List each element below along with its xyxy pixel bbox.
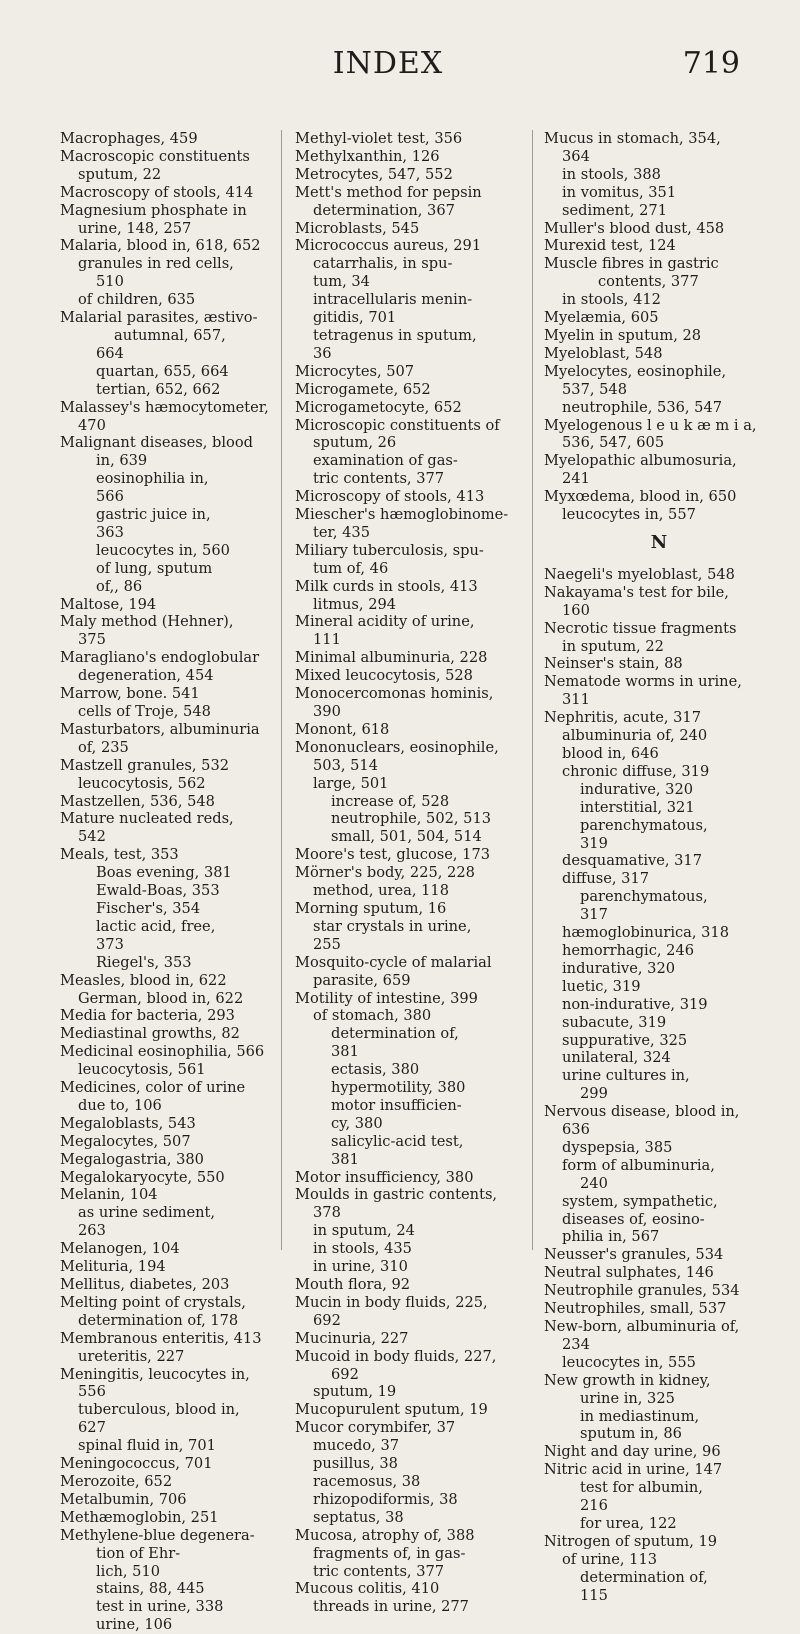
index-subentry: due to, 106 — [78, 1096, 162, 1114]
index-entry: Medicinal eosinophilia, 566 — [60, 1043, 265, 1061]
index-subentry: tertian, 652, 662 — [96, 380, 221, 398]
index-subentry: cells of Troje, 548 — [78, 703, 211, 720]
index-subentry: 216 — [580, 1497, 608, 1515]
index-entry: Meals, test, 353 — [60, 846, 179, 864]
index-entry: Mucoid in body fluids, 227, — [295, 1347, 497, 1365]
index-subentry: 363 — [96, 523, 124, 541]
index-entry: Micrococcus aureus, 291 — [295, 237, 482, 255]
index-subentry: quartan, 655, 664 — [96, 362, 229, 380]
index-entry: Mineral acidity of urine, — [295, 613, 475, 631]
index-subentry: 311 — [562, 691, 590, 709]
index-entry: Monocercomonas hominis, — [295, 685, 494, 703]
index-subentry: in vomitus, 351 — [562, 183, 677, 201]
index-entry: Microgametocyte, 652 — [295, 398, 462, 416]
index-subentry: in stools, 435 — [313, 1240, 412, 1258]
index-entry: Maragliano's endoglobular — [60, 649, 260, 667]
index-subentry: 536, 547, 605 — [562, 434, 665, 452]
index-entry: Malarial parasites, æstivo- — [60, 309, 258, 327]
index-subentry: Boas evening, 381 — [96, 864, 232, 882]
index-subentry: salicylic-acid test, — [331, 1132, 464, 1150]
index-subentry: tric contents, 377 — [313, 1562, 445, 1580]
index-entry: Mastzell granules, 532 — [60, 756, 230, 774]
index-subentry: blood in, 646 — [562, 745, 659, 762]
index-entry: Morning sputum, 16 — [295, 899, 447, 917]
index-subentry: cy, 380 — [331, 1114, 383, 1132]
index-subentry: desquamative, 317 — [562, 852, 702, 870]
index-entry: Mucous colitis, 410 — [295, 1580, 440, 1598]
index-entry: Mucosa, atrophy of, 388 — [295, 1526, 475, 1544]
index-subentry: 234 — [562, 1335, 590, 1353]
index-entry: Mucor corymbifer, 37 — [295, 1419, 456, 1437]
index-subentry: in, 639 — [96, 452, 148, 470]
index-entry: Moulds in gastric contents, — [295, 1186, 498, 1204]
index-entry: Malaria, blood in, 618, 652 — [60, 237, 261, 255]
index-entry: Mucus in stomach, 354, — [544, 130, 721, 147]
index-entry: Mature nucleated reds, — [60, 810, 234, 828]
index-subentry: autumnal, 657, — [114, 326, 226, 344]
index-subentry: 373 — [96, 935, 124, 953]
index-subentry: 692 — [313, 1311, 341, 1329]
index-entry: Mononuclears, eosinophile, — [295, 738, 499, 756]
index-entry: Naegeli's myeloblast, 548 — [544, 565, 735, 583]
index-subentry: hypermotility, 380 — [331, 1079, 466, 1097]
index-entry: Melting point of crystals, — [60, 1293, 246, 1311]
index-entry: Microgamete, 652 — [295, 380, 431, 398]
index-entry: Metalbumin, 706 — [60, 1490, 187, 1508]
index-subentry: as urine sediment, — [78, 1204, 216, 1222]
index-entry: Medicines, color of urine — [60, 1079, 246, 1097]
index-subentry: 537, 548 — [562, 380, 627, 398]
index-entry: Myelin in sputum, 28 — [544, 326, 702, 344]
index-column-1 — [60, 130, 278, 1634]
index-subentry: 390 — [313, 703, 341, 720]
index-entry: Magnesium phosphate in — [60, 201, 247, 219]
index-subentry: neutrophile, 536, 547 — [562, 398, 723, 416]
index-subentry: examination of gas- — [313, 452, 458, 470]
index-entry: Motor insufficiency, 380 — [295, 1168, 474, 1186]
index-subentry: parenchymatous, — [580, 888, 708, 906]
index-subentry: leucocytes in, 557 — [562, 506, 696, 524]
index-entry: Megalogastria, 380 — [60, 1150, 204, 1168]
index-subentry: in sputum, 22 — [562, 637, 664, 655]
index-subentry: diffuse, 317 — [562, 870, 650, 888]
index-entry: Neutrophiles, small, 537 — [544, 1300, 727, 1318]
index-subentry: 299 — [580, 1085, 608, 1103]
index-subentry: lactic acid, free, — [96, 917, 216, 935]
index-entry: Mörner's body, 225, 228 — [295, 864, 475, 882]
index-subentry: 503, 514 — [313, 756, 378, 774]
index-entry: Mett's method for pepsin — [295, 183, 482, 201]
index-entry: Mastzellen, 536, 548 — [60, 792, 215, 810]
index-subentry: catarrhalis, in spu- — [313, 255, 453, 273]
index-subentry: granules in red cells, — [78, 255, 234, 273]
index-subentry: 510 — [96, 273, 124, 291]
index-entry: Myxœdema, blood in, 650 — [544, 488, 737, 506]
index-subentry: 241 — [562, 470, 590, 488]
index-entry: Nitrogen of sputum, 19 — [544, 1532, 718, 1550]
index-subentry: of children, 635 — [78, 291, 196, 309]
index-subentry: stains, 88, 445 — [96, 1580, 205, 1598]
index-subentry: tum of, 46 — [313, 559, 389, 577]
index-subentry: chronic diffuse, 319 — [562, 762, 710, 780]
index-subentry: Fischer's, 354 — [96, 899, 201, 917]
index-entry: Megalokaryocyte, 550 — [60, 1168, 225, 1186]
index-entry: Myelopathic albumosuria, — [544, 452, 737, 470]
index-subentry: parasite, 659 — [313, 971, 411, 989]
index-subentry: degeneration, 454 — [78, 667, 214, 685]
index-entry: Methyl-violet test, 356 — [295, 130, 463, 147]
index-entry: Minimal albuminuria, 228 — [295, 649, 488, 667]
index-subentry: Ewald-Boas, 353 — [96, 882, 220, 900]
index-subentry: subacute, 319 — [562, 1013, 667, 1031]
index-entry: Necrotic tissue fragments — [544, 619, 737, 637]
index-subentry: 542 — [78, 828, 106, 846]
index-entry: Megaloblasts, 543 — [60, 1114, 196, 1132]
index-subentry: suppurative, 325 — [562, 1031, 688, 1049]
index-entry: Nematode worms in urine, — [544, 673, 742, 691]
index-subentry: determination of, — [580, 1568, 708, 1586]
index-subentry: leucocytes in, 560 — [96, 541, 230, 559]
index-subentry: sputum, 22 — [78, 165, 162, 183]
index-entry: Motility of intestine, 399 — [295, 989, 478, 1007]
index-subentry: gitidis, 701 — [313, 309, 397, 327]
index-entry: Myelæmia, 605 — [544, 309, 659, 327]
index-subentry: determination of, 178 — [78, 1311, 239, 1329]
index-subentry: litmus, 294 — [313, 595, 397, 613]
index-column-3 — [544, 130, 774, 1605]
index-subentry: 381 — [331, 1150, 359, 1168]
index-subentry: parenchymatous, — [580, 816, 708, 834]
index-subentry: rhizopodiformis, 38 — [313, 1490, 458, 1508]
index-subentry: test in urine, 338 — [96, 1598, 224, 1616]
index-entry: Microcytes, 507 — [295, 362, 415, 380]
index-subentry: spinal fluid in, 701 — [78, 1437, 216, 1455]
index-subentry: tum, 34 — [313, 273, 370, 291]
index-entry: Neusser's granules, 534 — [544, 1246, 724, 1264]
index-entry: Malignant diseases, blood — [60, 434, 253, 452]
index-entry: Megalocytes, 507 — [60, 1132, 191, 1150]
index-subentry: 381 — [331, 1043, 359, 1061]
index-subentry: sputum in, 86 — [580, 1425, 682, 1443]
index-subentry: urine in, 325 — [580, 1389, 675, 1407]
index-entry: New growth in kidney, — [544, 1371, 711, 1389]
index-subentry: unilateral, 324 — [562, 1049, 671, 1067]
index-subentry: of,, 86 — [96, 577, 143, 595]
index-subentry: non-indurative, 319 — [562, 995, 708, 1013]
index-subentry: star crystals in urine, — [313, 917, 472, 935]
index-entry: Mosquito-cycle of malarial — [295, 953, 492, 971]
index-subentry: ter, 435 — [313, 523, 371, 541]
index-subentry: intracellularis menin- — [313, 291, 473, 309]
column-divider — [281, 130, 282, 1250]
index-entry: Nitric acid in urine, 147 — [544, 1461, 723, 1479]
index-subentry: 319 — [580, 834, 608, 852]
index-subentry: 115 — [580, 1586, 608, 1604]
index-entry: Measles, blood in, 622 — [60, 971, 227, 989]
index-entry: Nervous disease, blood in, — [544, 1103, 740, 1121]
index-entry: Miescher's hæmoglobinome- — [295, 506, 509, 524]
page-number: 719 — [682, 46, 740, 81]
index-entry: Macrophages, 459 — [60, 130, 198, 147]
index-subentry: 160 — [562, 601, 590, 619]
index-subentry: test for albumin, — [580, 1479, 703, 1497]
index-subentry: large, 501 — [313, 774, 389, 792]
index-subentry: urine, 148, 257 — [78, 219, 192, 237]
column-divider — [532, 130, 533, 1250]
index-entry: Methæmoglobin, 251 — [60, 1508, 219, 1526]
index-subentry: 364 — [562, 147, 590, 165]
index-subentry: 378 — [313, 1204, 341, 1222]
index-subentry: eosinophilia in, — [96, 470, 209, 488]
index-subentry: mucedo, 37 — [313, 1437, 400, 1455]
index-subentry: in stools, 412 — [562, 291, 661, 309]
index-subentry: urine cultures in, — [562, 1067, 690, 1085]
index-entry: Malassey's hæmocytometer, — [60, 398, 269, 416]
index-entry: Metrocytes, 547, 552 — [295, 165, 453, 183]
index-entry: Moore's test, glucose, 173 — [295, 846, 491, 864]
index-subentry: fragments of, in gas- — [313, 1544, 466, 1562]
index-subentry: indurative, 320 — [580, 780, 694, 798]
index-subentry: for urea, 122 — [580, 1514, 677, 1532]
index-subentry: of urine, 113 — [562, 1550, 658, 1568]
index-subentry: German, blood in, 622 — [78, 989, 244, 1007]
index-subentry: dyspepsia, 385 — [562, 1138, 673, 1156]
index-column-2 — [295, 130, 509, 1616]
index-entry: Mouth flora, 92 — [295, 1276, 411, 1293]
index-subentry: determination, 367 — [313, 201, 455, 219]
index-entry: Methylene-blue degenera- — [60, 1526, 255, 1544]
index-entry: Methylxanthin, 126 — [295, 147, 440, 165]
index-entry: Muller's blood dust, 458 — [544, 219, 725, 237]
index-entry: Mellitus, diabetes, 203 — [60, 1276, 230, 1293]
index-subentry: threads in urine, 277 — [313, 1598, 469, 1616]
index-entry: Media for bacteria, 293 — [60, 1007, 235, 1025]
index-entry: Macroscopic constituents — [60, 147, 250, 165]
index-subentry: 664 — [96, 344, 124, 362]
index-subentry: hæmoglobinurica, 318 — [562, 924, 729, 942]
index-subentry: 566 — [96, 488, 124, 506]
index-subentry: 692 — [331, 1365, 359, 1383]
index-subentry: in urine, 310 — [313, 1258, 408, 1276]
index-subentry: sputum, 19 — [313, 1383, 397, 1401]
index-subentry: 375 — [78, 631, 106, 649]
index-subentry: racemosus, 38 — [313, 1472, 421, 1490]
index-subentry: leucocytosis, 562 — [78, 774, 206, 792]
index-entry: Milk curds in stools, 413 — [295, 577, 478, 595]
index-entry: Maltose, 194 — [60, 595, 157, 613]
index-subentry: philia in, 567 — [562, 1228, 660, 1246]
index-subentry: in sputum, 24 — [313, 1222, 415, 1240]
index-entry: Myeloblast, 548 — [544, 344, 663, 362]
index-entry: Myelocytes, eosinophile, — [544, 362, 727, 380]
index-entry: Monont, 618 — [295, 720, 390, 738]
index-entry: Mixed leucocytosis, 528 — [295, 667, 473, 685]
index-subentry: lich, 510 — [96, 1562, 161, 1580]
index-subentry: luetic, 319 — [562, 977, 641, 995]
index-entry: Melituria, 194 — [60, 1258, 166, 1276]
index-subentry: method, urea, 118 — [313, 882, 449, 900]
index-entry: Marrow, bone. 541 — [60, 685, 200, 703]
index-subentry: system, sympathetic, — [562, 1192, 718, 1210]
index-subentry: 636 — [562, 1121, 590, 1139]
section-letter: N — [650, 531, 668, 553]
running-title: INDEX — [332, 46, 444, 81]
index-subentry: 111 — [313, 631, 341, 649]
index-entry: Nephritis, acute, 317 — [544, 709, 701, 727]
index-entry: New-born, albuminuria of, — [544, 1318, 740, 1335]
index-entry: Maly method (Hehner), — [60, 613, 234, 631]
index-entry: Myelogenous l e u k æ m i a, — [544, 416, 757, 434]
index-subentry: 240 — [580, 1174, 608, 1192]
index-subentry: ureteritis, 227 — [78, 1347, 185, 1365]
page-header — [58, 40, 740, 81]
index-subentry: gastric juice in, — [96, 506, 211, 524]
index-subentry: of stomach, 380 — [313, 1007, 432, 1025]
index-entry: Neinser's stain, 88 — [544, 655, 683, 673]
index-subentry: indurative, 320 — [562, 959, 676, 977]
index-subentry: motor insufficien- — [331, 1096, 462, 1114]
index-subentry: of, 235 — [78, 738, 129, 756]
index-subentry: neutrophile, 502, 513 — [331, 810, 492, 828]
index-subentry: in mediastinum, — [580, 1407, 700, 1425]
index-subentry: septatus, 38 — [313, 1508, 404, 1526]
index-entry: Night and day urine, 96 — [544, 1443, 721, 1461]
index-subentry: determination of, — [331, 1025, 459, 1043]
index-entry: Microblasts, 545 — [295, 219, 420, 237]
index-entry: Merozoite, 652 — [60, 1472, 173, 1490]
index-subentry: urine, 106 — [96, 1616, 173, 1634]
index-entry: Microscopic constituents of — [295, 416, 500, 434]
index-entry: Muscle fibres in gastric — [544, 255, 719, 273]
index-subentry: 627 — [78, 1419, 106, 1437]
index-subentry: Riegel's, 353 — [96, 953, 192, 971]
index-subentry: interstitial, 321 — [580, 798, 695, 816]
index-subentry: 317 — [580, 906, 608, 924]
index-entry: Neutral sulphates, 146 — [544, 1264, 714, 1282]
index-entry: Meningococcus, 701 — [60, 1455, 213, 1473]
index-subentry: increase of, 528 — [331, 792, 450, 810]
index-entry: Melanin, 104 — [60, 1186, 158, 1204]
index-entry: Miliary tuberculosis, spu- — [295, 541, 484, 559]
index-subentry: 470 — [78, 416, 106, 434]
index-subentry: sediment, 271 — [562, 201, 668, 219]
index-subentry: 255 — [313, 935, 341, 953]
index-subentry: 263 — [78, 1222, 106, 1240]
index-entry: Mucin in body fluids, 225, — [295, 1293, 488, 1311]
index-subentry: tion of Ehr- — [96, 1544, 181, 1562]
index-entry: Membranous enteritis, 413 — [60, 1329, 262, 1347]
index-subentry: albuminuria of, 240 — [562, 727, 708, 745]
index-subentry: leucocytes in, 555 — [562, 1353, 696, 1371]
index-subentry: leucocytosis, 561 — [78, 1061, 206, 1079]
index-entry: Mediastinal growths, 82 — [60, 1025, 240, 1043]
index-entry: Masturbators, albuminuria — [60, 720, 260, 738]
index-entry: Neutrophile granules, 534 — [544, 1282, 740, 1300]
index-subentry: contents, 377 — [598, 273, 699, 291]
index-subentry: tuberculous, blood in, — [78, 1401, 240, 1419]
index-subentry: 556 — [78, 1383, 106, 1401]
index-entry: Mucopurulent sputum, 19 — [295, 1401, 488, 1419]
index-entry: Macroscopy of stools, 414 — [60, 183, 254, 201]
index-subentry: diseases of, eosino- — [562, 1210, 705, 1228]
index-subentry: pusillus, 38 — [313, 1455, 398, 1473]
index-entry: Mucinuria, 227 — [295, 1329, 409, 1347]
index-entry: Meningitis, leucocytes in, — [60, 1365, 250, 1383]
index-entry: Nakayama's test for bile, — [544, 583, 729, 601]
index-subentry: of lung, sputum — [96, 559, 213, 577]
index-subentry: hemorrhagic, 246 — [562, 941, 695, 959]
index-subentry: form of albuminuria, — [562, 1156, 715, 1174]
index-subentry: tetragenus in sputum, — [313, 326, 477, 344]
index-subentry: tric contents, 377 — [313, 470, 445, 488]
index-entry: Microscopy of stools, 413 — [295, 488, 485, 506]
index-subentry: small, 501, 504, 514 — [331, 828, 482, 846]
index-subentry: in stools, 388 — [562, 165, 661, 183]
index-entry: Murexid test, 124 — [544, 237, 676, 255]
index-subentry: sputum, 26 — [313, 434, 397, 452]
index-subentry: 36 — [313, 344, 332, 362]
index-entry: Melanogen, 104 — [60, 1240, 180, 1258]
index-subentry: ectasis, 380 — [331, 1061, 420, 1079]
